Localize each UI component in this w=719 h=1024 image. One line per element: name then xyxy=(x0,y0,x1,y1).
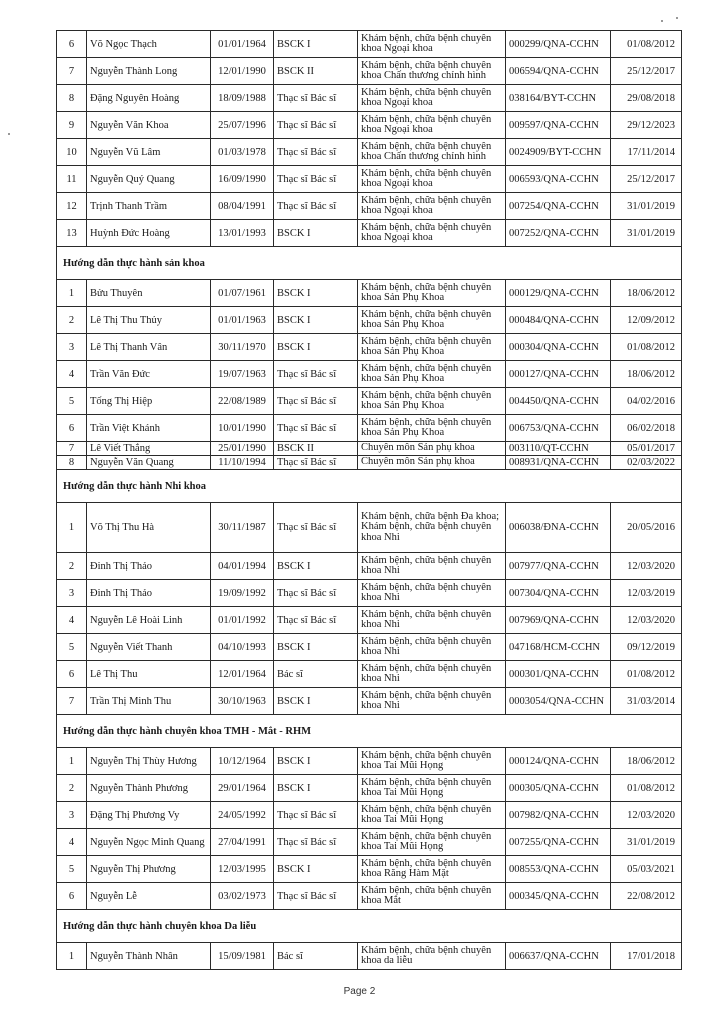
table-body xyxy=(57,31,682,970)
table-row xyxy=(57,580,682,607)
row-number: 1 xyxy=(57,748,87,775)
practice-scope: Khám bệnh, chữa bệnh chuyên khoa Nhi xyxy=(358,553,506,580)
license-number: 006593/QNA-CCHN xyxy=(506,166,611,193)
degree: BSCK II xyxy=(274,442,358,456)
full-name: Nguyễn Vũ Lâm xyxy=(87,139,211,166)
license-number: 000129/QNA-CCHN xyxy=(506,280,611,307)
license-number: 007254/QNA-CCHN xyxy=(506,193,611,220)
practice-scope: Khám bệnh, chữa bệnh chuyên khoa Sản Phụ Khoa xyxy=(358,280,506,307)
row-number: 5 xyxy=(57,634,87,661)
license-number: 007304/QNA-CCHN xyxy=(506,580,611,607)
section-header xyxy=(57,715,682,748)
full-name: Nguyễn Thành Nhân xyxy=(87,943,211,970)
degree: BSCK I xyxy=(274,307,358,334)
license-number: 009597/QNA-CCHN xyxy=(506,112,611,139)
date-of-birth: 29/01/1964 xyxy=(211,775,274,802)
practice-scope: Khám bệnh, chữa bệnh chuyên khoa Tai Mũi Họng xyxy=(358,802,506,829)
practice-scope: Khám bệnh, chữa bệnh chuyên khoa Chấn thương chỉnh hình xyxy=(358,58,506,85)
row-number: 2 xyxy=(57,307,87,334)
date-of-birth: 13/01/1993 xyxy=(211,220,274,247)
full-name: Nguyễn Viết Thanh xyxy=(87,634,211,661)
issue-date: 17/11/2014 xyxy=(611,139,682,166)
practice-scope: Khám bệnh, chữa bệnh chuyên khoa Sản Phụ Khoa xyxy=(358,307,506,334)
full-name: Trịnh Thanh Trầm xyxy=(87,193,211,220)
row-number: 9 xyxy=(57,112,87,139)
full-name: Nguyễn Văn Khoa xyxy=(87,112,211,139)
practice-scope: Chuyên môn Sản phụ khoa xyxy=(358,456,506,470)
full-name: Võ Ngọc Thạch xyxy=(87,31,211,58)
table-row xyxy=(57,829,682,856)
full-name: Nguyễn Thành Long xyxy=(87,58,211,85)
table-row xyxy=(57,193,682,220)
issue-date: 01/08/2012 xyxy=(611,31,682,58)
row-number: 11 xyxy=(57,166,87,193)
practice-scope: Khám bệnh, chữa bệnh chuyên khoa Nhi xyxy=(358,661,506,688)
license-number: 006038/ĐNA-CCHN xyxy=(506,503,611,553)
date-of-birth: 04/10/1993 xyxy=(211,634,274,661)
full-name: Đinh Thị Thảo xyxy=(87,580,211,607)
section-title: Hướng dẫn thực hành Nhi khoa xyxy=(57,470,682,503)
table-row xyxy=(57,307,682,334)
date-of-birth: 01/07/1961 xyxy=(211,280,274,307)
table-row xyxy=(57,748,682,775)
license-number: 007252/QNA-CCHN xyxy=(506,220,611,247)
row-number: 8 xyxy=(57,85,87,112)
issue-date: 29/08/2018 xyxy=(611,85,682,112)
table-row xyxy=(57,442,682,456)
table-row xyxy=(57,85,682,112)
date-of-birth: 12/01/1990 xyxy=(211,58,274,85)
issue-date: 25/12/2017 xyxy=(611,58,682,85)
section-title: Hướng dẫn thực hành chuyên khoa Da liễu xyxy=(57,910,682,943)
degree: Thạc sĩ Bác sĩ xyxy=(274,85,358,112)
table-row xyxy=(57,883,682,910)
issue-date: 31/01/2019 xyxy=(611,829,682,856)
degree: BSCK I xyxy=(274,634,358,661)
date-of-birth: 01/01/1992 xyxy=(211,607,274,634)
date-of-birth: 19/07/1963 xyxy=(211,361,274,388)
issue-date: 12/03/2019 xyxy=(611,580,682,607)
license-number: 007977/QNA-CCHN xyxy=(506,553,611,580)
scan-speck xyxy=(661,20,663,22)
practice-scope: Khám bệnh, chữa bệnh chuyên khoa Tai Mũi Họng xyxy=(358,829,506,856)
table-row xyxy=(57,31,682,58)
license-number: 0003054/QNA-CCHN xyxy=(506,688,611,715)
practice-scope: Khám bệnh, chữa bệnh chuyên khoa Răng Hàm Mặt xyxy=(358,856,506,883)
scan-speck xyxy=(8,133,10,135)
license-number: 038164/BYT-CCHN xyxy=(506,85,611,112)
section-header xyxy=(57,247,682,280)
full-name: Nguyễn Lê Hoài Linh xyxy=(87,607,211,634)
license-number: 0024909/BYT-CCHN xyxy=(506,139,611,166)
license-number: 007982/QNA-CCHN xyxy=(506,802,611,829)
date-of-birth: 25/01/1990 xyxy=(211,442,274,456)
full-name: Nguyễn Lễ xyxy=(87,883,211,910)
degree: BSCK I xyxy=(274,553,358,580)
table-row xyxy=(57,856,682,883)
degree: Thạc sĩ Bác sĩ xyxy=(274,456,358,470)
date-of-birth: 18/09/1988 xyxy=(211,85,274,112)
license-number: 000304/QNA-CCHN xyxy=(506,334,611,361)
full-name: Lê Viết Thắng xyxy=(87,442,211,456)
license-number: 000345/QNA-CCHN xyxy=(506,883,611,910)
degree: Thạc sĩ Bác sĩ xyxy=(274,139,358,166)
full-name: Nguyễn Văn Quang xyxy=(87,456,211,470)
date-of-birth: 24/05/1992 xyxy=(211,802,274,829)
row-number: 4 xyxy=(57,829,87,856)
degree: Thạc sĩ Bác sĩ xyxy=(274,607,358,634)
license-number: 000484/QNA-CCHN xyxy=(506,307,611,334)
degree: BSCK I xyxy=(274,220,358,247)
issue-date: 01/08/2012 xyxy=(611,334,682,361)
table-row xyxy=(57,220,682,247)
license-number: 008931/QNA-CCHN xyxy=(506,456,611,470)
issue-date: 02/03/2022 xyxy=(611,456,682,470)
issue-date: 29/12/2023 xyxy=(611,112,682,139)
table-row xyxy=(57,634,682,661)
document-sheet xyxy=(56,30,681,970)
practice-scope: Khám bệnh, chữa bệnh chuyên khoa Ngoại khoa xyxy=(358,112,506,139)
date-of-birth: 10/12/1964 xyxy=(211,748,274,775)
section-title: Hướng dẫn thực hành sản khoa xyxy=(57,247,682,280)
full-name: Nguyễn Ngọc Minh Quang xyxy=(87,829,211,856)
license-number: 000127/QNA-CCHN xyxy=(506,361,611,388)
row-number: 13 xyxy=(57,220,87,247)
table-row xyxy=(57,166,682,193)
table-row xyxy=(57,388,682,415)
issue-date: 01/08/2012 xyxy=(611,775,682,802)
license-number: 000299/QNA-CCHN xyxy=(506,31,611,58)
license-number: 006753/QNA-CCHN xyxy=(506,415,611,442)
license-number: 000305/QNA-CCHN xyxy=(506,775,611,802)
license-number: 008553/QNA-CCHN xyxy=(506,856,611,883)
degree: BSCK I xyxy=(274,280,358,307)
date-of-birth: 30/11/1987 xyxy=(211,503,274,553)
date-of-birth: 04/01/1994 xyxy=(211,553,274,580)
row-number: 7 xyxy=(57,688,87,715)
issue-date: 12/09/2012 xyxy=(611,307,682,334)
table-row xyxy=(57,802,682,829)
row-number: 5 xyxy=(57,388,87,415)
date-of-birth: 01/01/1963 xyxy=(211,307,274,334)
row-number: 1 xyxy=(57,943,87,970)
row-number: 2 xyxy=(57,775,87,802)
table-row xyxy=(57,607,682,634)
table-row xyxy=(57,553,682,580)
table-row xyxy=(57,503,682,553)
practice-scope: Khám bệnh, chữa bệnh chuyên khoa Chấn thương chỉnh hình xyxy=(358,139,506,166)
degree: Thạc sĩ Bác sĩ xyxy=(274,361,358,388)
row-number: 7 xyxy=(57,58,87,85)
issue-date: 18/06/2012 xyxy=(611,361,682,388)
issue-date: 18/06/2012 xyxy=(611,280,682,307)
full-name: Võ Thị Thu Hà xyxy=(87,503,211,553)
issue-date: 12/03/2020 xyxy=(611,802,682,829)
row-number: 5 xyxy=(57,856,87,883)
table-row xyxy=(57,58,682,85)
practice-scope: Khám bệnh, chữa bệnh chuyên khoa da liễu xyxy=(358,943,506,970)
full-name: Lê Thị Thu xyxy=(87,661,211,688)
issue-date: 31/03/2014 xyxy=(611,688,682,715)
degree: Bác sĩ xyxy=(274,943,358,970)
degree: Bác sĩ xyxy=(274,661,358,688)
row-number: 1 xyxy=(57,280,87,307)
degree: Thạc sĩ Bác sĩ xyxy=(274,883,358,910)
practitioner-table xyxy=(56,30,682,970)
date-of-birth: 30/11/1970 xyxy=(211,334,274,361)
degree: Thạc sĩ Bác sĩ xyxy=(274,193,358,220)
section-title: Hướng dẫn thực hành chuyên khoa TMH - Mắt - RHM xyxy=(57,715,682,748)
date-of-birth: 03/02/1973 xyxy=(211,883,274,910)
date-of-birth: 22/08/1989 xyxy=(211,388,274,415)
row-number: 12 xyxy=(57,193,87,220)
practice-scope: Khám bệnh, chữa bệnh chuyên khoa Nhi xyxy=(358,688,506,715)
issue-date: 18/06/2012 xyxy=(611,748,682,775)
issue-date: 09/12/2019 xyxy=(611,634,682,661)
full-name: Đặng Thị Phương Vy xyxy=(87,802,211,829)
date-of-birth: 08/04/1991 xyxy=(211,193,274,220)
practice-scope: Khám bệnh, chữa bệnh chuyên khoa Mắt xyxy=(358,883,506,910)
license-number: 000124/QNA-CCHN xyxy=(506,748,611,775)
table-row xyxy=(57,775,682,802)
date-of-birth: 30/10/1963 xyxy=(211,688,274,715)
issue-date: 06/02/2018 xyxy=(611,415,682,442)
table-row xyxy=(57,456,682,470)
table-row xyxy=(57,415,682,442)
degree: BSCK I xyxy=(274,31,358,58)
full-name: Bửu Thuyên xyxy=(87,280,211,307)
table-row xyxy=(57,112,682,139)
degree: BSCK I xyxy=(274,334,358,361)
row-number: 1 xyxy=(57,503,87,553)
date-of-birth: 12/01/1964 xyxy=(211,661,274,688)
license-number: 006637/QNA-CCHN xyxy=(506,943,611,970)
issue-date: 04/02/2016 xyxy=(611,388,682,415)
issue-date: 25/12/2017 xyxy=(611,166,682,193)
section-header xyxy=(57,470,682,503)
date-of-birth: 01/01/1964 xyxy=(211,31,274,58)
practice-scope: Khám bệnh, chữa bệnh chuyên khoa Tai Mũi Họng xyxy=(358,748,506,775)
issue-date: 01/08/2012 xyxy=(611,661,682,688)
license-number: 004450/QNA-CCHN xyxy=(506,388,611,415)
row-number: 6 xyxy=(57,31,87,58)
table-row xyxy=(57,280,682,307)
issue-date: 17/01/2018 xyxy=(611,943,682,970)
table-row xyxy=(57,943,682,970)
practice-scope: Khám bệnh, chữa bệnh chuyên khoa Ngoại khoa xyxy=(358,220,506,247)
practice-scope: Khám bệnh, chữa bệnh chuyên khoa Tai Mũi Họng xyxy=(358,775,506,802)
date-of-birth: 19/09/1992 xyxy=(211,580,274,607)
full-name: Nguyễn Thị Phương xyxy=(87,856,211,883)
date-of-birth: 12/03/1995 xyxy=(211,856,274,883)
scan-speck xyxy=(676,17,678,19)
degree: Thạc sĩ Bác sĩ xyxy=(274,802,358,829)
practice-scope: Chuyên môn Sản phụ khoa xyxy=(358,442,506,456)
degree: Thạc sĩ Bác sĩ xyxy=(274,829,358,856)
degree: Thạc sĩ Bác sĩ xyxy=(274,388,358,415)
full-name: Nguyễn Thành Phương xyxy=(87,775,211,802)
issue-date: 31/01/2019 xyxy=(611,193,682,220)
practice-scope: Khám bệnh, chữa bệnh chuyên khoa Nhi xyxy=(358,634,506,661)
date-of-birth: 01/03/1978 xyxy=(211,139,274,166)
section-header xyxy=(57,910,682,943)
date-of-birth: 16/09/1990 xyxy=(211,166,274,193)
degree: BSCK I xyxy=(274,775,358,802)
row-number: 4 xyxy=(57,607,87,634)
date-of-birth: 15/09/1981 xyxy=(211,943,274,970)
degree: Thạc sĩ Bác sĩ xyxy=(274,166,358,193)
full-name: Đinh Thị Thảo xyxy=(87,553,211,580)
date-of-birth: 10/01/1990 xyxy=(211,415,274,442)
practice-scope: Khám bệnh, chữa bệnh Đa khoa; Khám bệnh, chữa bệnh chuyên khoa Nhi xyxy=(358,503,506,553)
full-name: Đặng Nguyên Hoàng xyxy=(87,85,211,112)
full-name: Nguyễn Thị Thùy Hương xyxy=(87,748,211,775)
table-row xyxy=(57,661,682,688)
row-number: 6 xyxy=(57,415,87,442)
row-number: 6 xyxy=(57,661,87,688)
practice-scope: Khám bệnh, chữa bệnh chuyên khoa Ngoại khoa xyxy=(358,193,506,220)
row-number: 7 xyxy=(57,442,87,456)
table-row xyxy=(57,334,682,361)
date-of-birth: 27/04/1991 xyxy=(211,829,274,856)
license-number: 003110/QT-CCHN xyxy=(506,442,611,456)
row-number: 8 xyxy=(57,456,87,470)
date-of-birth: 25/07/1996 xyxy=(211,112,274,139)
practice-scope: Khám bệnh, chữa bệnh chuyên khoa Ngoại khoa xyxy=(358,166,506,193)
practice-scope: Khám bệnh, chữa bệnh chuyên khoa Nhi xyxy=(358,580,506,607)
full-name: Trần Văn Đức xyxy=(87,361,211,388)
degree: Thạc sĩ Bác sĩ xyxy=(274,112,358,139)
issue-date: 12/03/2020 xyxy=(611,553,682,580)
license-number: 006594/QNA-CCHN xyxy=(506,58,611,85)
table-row xyxy=(57,361,682,388)
license-number: 007969/QNA-CCHN xyxy=(506,607,611,634)
full-name: Lê Thị Thu Thủy xyxy=(87,307,211,334)
full-name: Nguyễn Quý Quang xyxy=(87,166,211,193)
degree: Thạc sĩ Bác sĩ xyxy=(274,415,358,442)
practice-scope: Khám bệnh, chữa bệnh chuyên khoa Nhi xyxy=(358,607,506,634)
degree: BSCK I xyxy=(274,856,358,883)
full-name: Trần Việt Khánh xyxy=(87,415,211,442)
table-row xyxy=(57,688,682,715)
degree: Thạc sĩ Bác sĩ xyxy=(274,580,358,607)
practice-scope: Khám bệnh, chữa bệnh chuyên khoa Ngoại khoa xyxy=(358,31,506,58)
degree: BSCK I xyxy=(274,748,358,775)
full-name: Tống Thị Hiệp xyxy=(87,388,211,415)
practice-scope: Khám bệnh, chữa bệnh chuyên khoa Sản Phụ Khoa xyxy=(358,334,506,361)
degree: Thạc sĩ Bác sĩ xyxy=(274,503,358,553)
row-number: 3 xyxy=(57,334,87,361)
practice-scope: Khám bệnh, chữa bệnh chuyên khoa Sản Phụ Khoa xyxy=(358,415,506,442)
row-number: 2 xyxy=(57,553,87,580)
issue-date: 05/01/2017 xyxy=(611,442,682,456)
row-number: 4 xyxy=(57,361,87,388)
full-name: Huỳnh Đức Hoàng xyxy=(87,220,211,247)
issue-date: 12/03/2020 xyxy=(611,607,682,634)
license-number: 007255/QNA-CCHN xyxy=(506,829,611,856)
page-number: Page 2 xyxy=(343,986,376,997)
row-number: 10 xyxy=(57,139,87,166)
practice-scope: Khám bệnh, chữa bệnh chuyên khoa Sản Phụ Khoa xyxy=(358,361,506,388)
issue-date: 05/03/2021 xyxy=(611,856,682,883)
date-of-birth: 11/10/1994 xyxy=(211,456,274,470)
row-number: 3 xyxy=(57,802,87,829)
license-number: 047168/HCM-CCHN xyxy=(506,634,611,661)
degree: BSCK II xyxy=(274,58,358,85)
practice-scope: Khám bệnh, chữa bệnh chuyên khoa Ngoại khoa xyxy=(358,85,506,112)
full-name: Trần Thị Minh Thu xyxy=(87,688,211,715)
table-row xyxy=(57,139,682,166)
license-number: 000301/QNA-CCHN xyxy=(506,661,611,688)
issue-date: 20/05/2016 xyxy=(611,503,682,553)
full-name: Lê Thị Thanh Vân xyxy=(87,334,211,361)
row-number: 3 xyxy=(57,580,87,607)
degree: BSCK I xyxy=(274,688,358,715)
row-number: 6 xyxy=(57,883,87,910)
issue-date: 31/01/2019 xyxy=(611,220,682,247)
issue-date: 22/08/2012 xyxy=(611,883,682,910)
practice-scope: Khám bệnh, chữa bệnh chuyên khoa Sản Phụ Khoa xyxy=(358,388,506,415)
